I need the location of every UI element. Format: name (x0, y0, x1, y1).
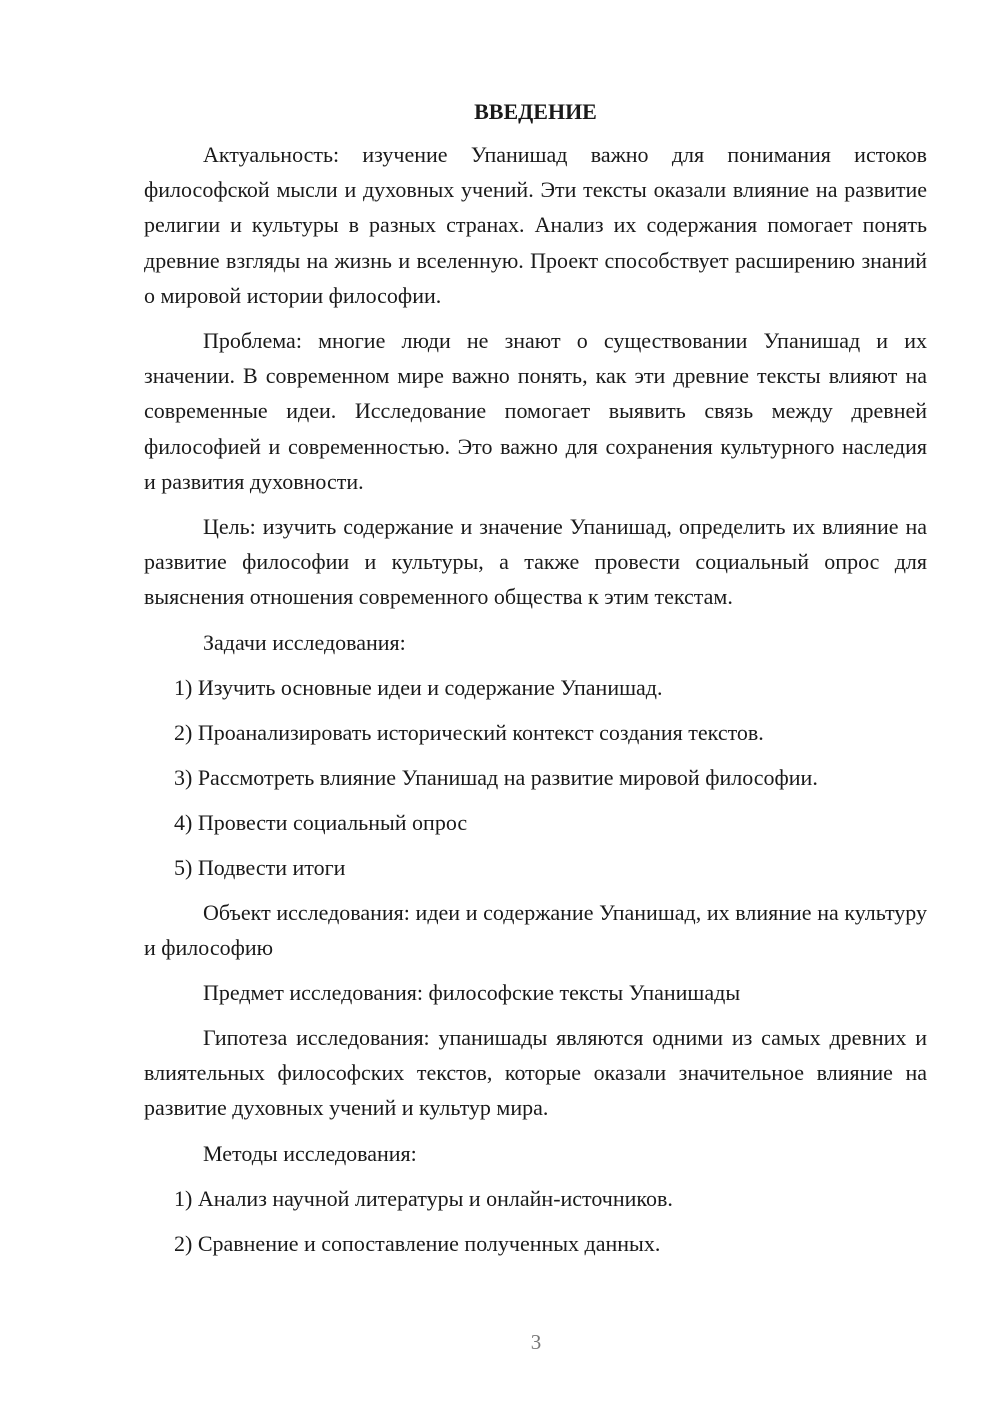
relevance-paragraph: Актуальность: изучение Упанишад важно для понимания истоков философской мысли и духовных учений. Эти тексты оказали влияние на развитие религии и культуры в разных странах. Анализ их содержания помогает понять древние взгляды на жизнь и вселенную. Проект способствует расширению знаний о мировой истории философии. (144, 142, 927, 308)
tasks-heading: Задачи исследования: (203, 629, 406, 655)
list-item: 1) Изучить основные идеи и содержание Упанишад. (174, 674, 663, 700)
subject-paragraph: Предмет исследования: философские тексты Упанишады (203, 980, 741, 1006)
page-number: 3 (530, 1330, 542, 1354)
list-item: 4) Провести социальный опрос (174, 809, 468, 835)
list-item: 3) Рассмотреть влияние Упанишад на развитие мировой философии. (174, 764, 818, 790)
list-item: 2) Сравнение и сопоставление полученных данных. (174, 1230, 661, 1256)
list-item: 2) Проанализировать исторический контекст создания текстов. (174, 719, 764, 745)
list-item: 5) Подвести итоги (174, 854, 346, 880)
tasks-list (144, 670, 927, 885)
page-title: ВВЕДЕНИЕ (474, 99, 597, 124)
goal-paragraph: Цель: изучить содержание и значение Упанишад, определить их влияние на развитие философии и культуры, а также провести социальный опрос для выяснения отношения современного общества к этим текстам. (144, 514, 927, 610)
methods-heading: Методы исследования: (203, 1140, 417, 1166)
object-paragraph: Объект исследования: идеи и содержание Упанишад, их влияние на культуру и философию (144, 899, 927, 960)
list-item: 1) Анализ научной литературы и онлайн-источников. (174, 1185, 673, 1211)
hypothesis-paragraph: Гипотеза исследования: упанишады являются одними из самых древних и влиятельных философских текстов, которые оказали значительное влияние на развитие духовных учений и культур мира. (144, 1025, 927, 1121)
methods-list (144, 1181, 927, 1261)
document-body (144, 94, 927, 1271)
problem-paragraph: Проблема: многие люди не знают о существовании Упанишад и их значении. В современном мире важно понять, как эти древние тексты влияют на современные идеи. Исследование помогает выявить связь между древней философией и современностью. Это важно для сохранения культурного наследия и развития духовности. (144, 328, 927, 494)
